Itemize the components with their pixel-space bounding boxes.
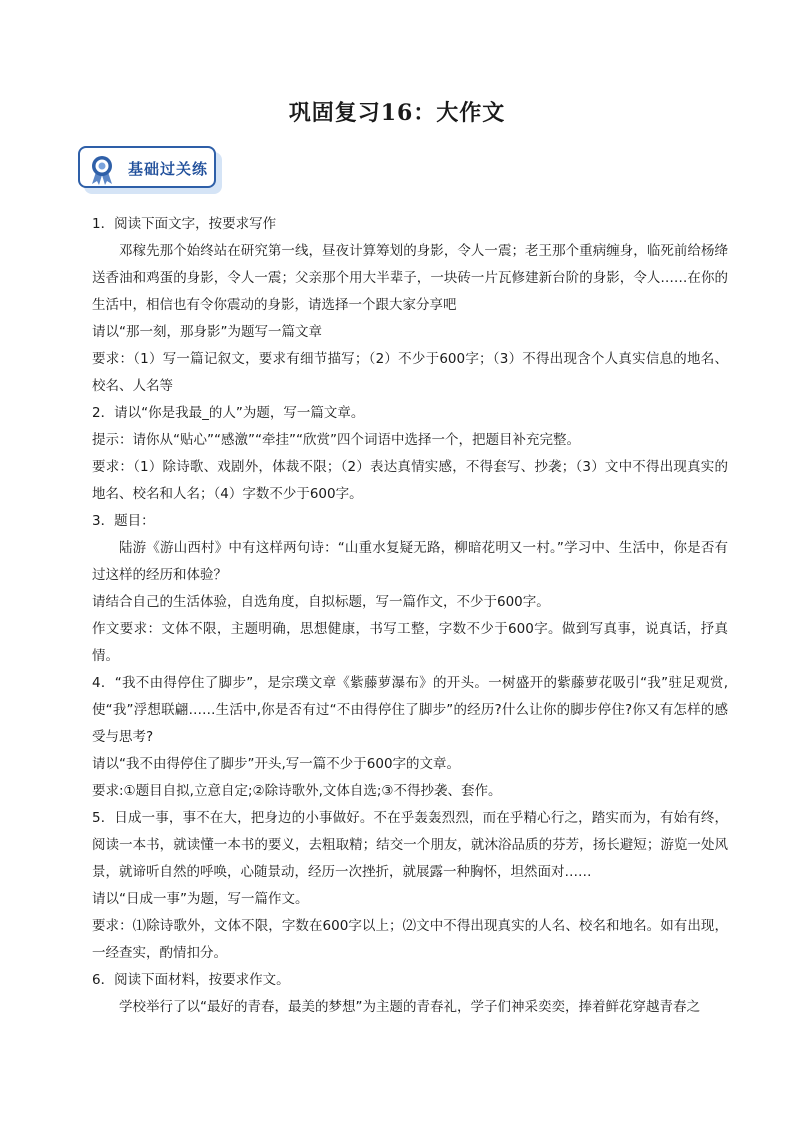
question-1-line-1: 邓稼先那个始终站在研究第一线，昼夜计算筹划的身影，令人一震；老王那个重病缠身，临死前给杨绛送香油和鸡蛋的身影，令人一震；父亲那个用大半辈子，一块砖一片瓦修建新台阶的身影，令人……在你的生活中，相信也有令你震动的身影，请选择一个跟大家分享吧 [92, 243, 728, 313]
badge-label: 基础过关练 [128, 160, 209, 178]
question-4-line-1: 请以“我不由得停住了脚步”开头,写一篇不少于600字的文章。 [92, 756, 461, 772]
section-badge [78, 146, 224, 196]
question-5-heading: 5．日成一事，事不在大，把身边的小事做好。不在乎轰轰烈烈，而在乎精心行之，踏实而为，有始有终，阅读一本书，就读懂一本书的要义，去粗取精；结交一个朋友，就沐浴品质的芬芳，扬长避短；游览一处风景，就谛听自然的呼唤，心随景动，经历一次挫折，就展露一种胸怀，坦然面对…… [92, 810, 728, 880]
medal-icon [88, 154, 116, 186]
question-3-line-1: 陆游《游山西村》中有这样两句诗：“山重水复疑无路，柳暗花明又一村。”学习中、生活中，你是否有过这样的经历和体验？ [92, 540, 728, 583]
question-1-line-2: 请以“那一刻，那身影”为题写一篇文章 [92, 324, 322, 340]
question-2-line-1: 提示：请你从“贴心”“感激”“牵挂”“欣赏”四个词语中选择一个，把题目补充完整。 [92, 432, 580, 448]
page-title: 巩固复习16：大作文 [288, 100, 506, 126]
badge-box [78, 146, 216, 188]
question-3-line-2: 请结合自己的生活体验，自选角度，自拟标题，写一篇作文，不少于600字。 [92, 594, 550, 610]
question-3-heading: 3．题目： [92, 513, 155, 529]
question-5-line-1: 请以“日成一事”为题，写一篇作文。 [92, 891, 309, 907]
question-1-heading: 1．阅读下面文字，按要求写作 [92, 216, 277, 232]
question-2-line-2: 要求：（1）除诗歌、戏剧外，体裁不限；（2）表达真情实感，不得套写、抄袭；（3）文中不得出现真实的地名、校名和人名；（4）字数不少于600字。 [92, 459, 728, 502]
question-1-line-3: 要求：（1）写一篇记叙文，要求有细节描写；（2）不少于600字；（3）不得出现含个人真实信息的地名、校名、人名等 [92, 351, 728, 394]
question-5-line-2: 要求：⑴除诗歌外，文体不限，字数在600字以上；⑵文中不得出现真实的人名、校名和地名。如有出现，一经查实，酌情扣分。 [92, 918, 728, 961]
question-2-heading: 2．请以“你是我最_的人”为题，写一篇文章。 [92, 405, 365, 421]
question-4-heading: 4．“我不由得停住了脚步”，是宗璞文章《紫藤萝瀑布》的开头。一树盛开的紫藤萝花吸引“我”驻足观赏,使“我”浮想联翩……生活中,你是否有过“不由得停住了脚步”的经历?什么让你的脚步停住?你又有怎样的感受与思考? [92, 675, 728, 745]
question-6-heading: 6．阅读下面材料，按要求作文。 [92, 972, 290, 988]
question-3-line-3: 作文要求：文体不限，主题明确，思想健康，书写工整，字数不少于600字。做到写真事，说真话，抒真情。 [92, 621, 728, 664]
question-list [92, 211, 728, 1021]
question-6-line-1: 学校举行了以“最好的青春，最美的梦想”为主题的青春礼，学子们神采奕奕，捧着鲜花穿越青春之 [119, 999, 700, 1015]
question-4-line-2: 要求:①题目自拟,立意自定;②除诗歌外,文体自选;③不得抄袭、套作。 [92, 783, 502, 799]
